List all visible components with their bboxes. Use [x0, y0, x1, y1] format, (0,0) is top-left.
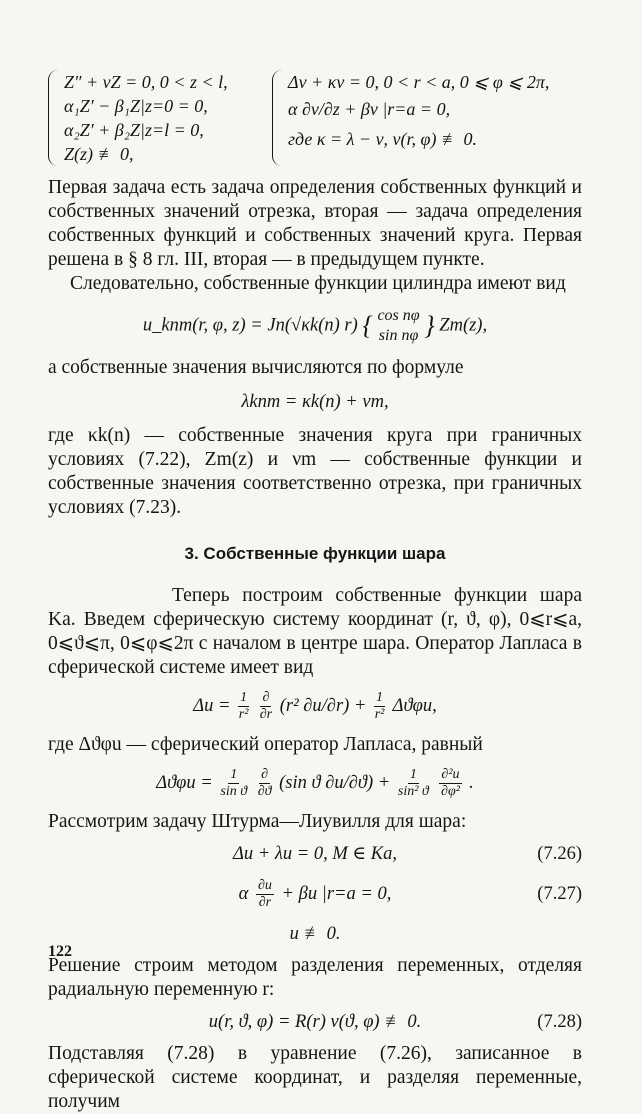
paragraph: Решение строим методом разделения переменных, отделяя радиальную переменную r:: [48, 955, 582, 1000]
equation-number: (7.28): [537, 1012, 582, 1032]
fraction: [374, 690, 385, 723]
numerator: ∂: [261, 767, 269, 782]
segment-problem-system: [48, 70, 253, 166]
paragraph: Теперь построим собственные функции шара Ka. Введем сферическую систему координат (r, ϑ, φ), 0⩽r⩽a, 0⩽ϑ⩽π, 0⩽φ⩽2π с началом в центре шара. Оператор Лапласа в сферической системе имеет вид: [48, 585, 582, 678]
formula-part: cos nφ: [377, 307, 420, 324]
denominator: sin ϑ: [220, 784, 248, 799]
fraction: [256, 878, 274, 911]
left-brace: [272, 70, 282, 166]
system-line: где κ = λ − ν, v(r, φ) ≢ 0.: [288, 129, 477, 149]
denominator: ∂ϑ: [257, 784, 272, 799]
formula-part: Δϑφu =: [156, 772, 213, 793]
boundary-problems-systems: [48, 70, 582, 166]
denominator: sin² ϑ: [397, 784, 429, 799]
formula-part: sin nφ: [378, 327, 419, 344]
equation-body: u(r, ϑ, φ) = R(r) v(ϑ, φ) ≢ 0.: [208, 1012, 422, 1032]
equation-number: (7.26): [537, 844, 582, 864]
formula-part: (sin ϑ ∂u/∂ϑ) +: [279, 772, 391, 793]
fraction: [398, 767, 429, 800]
cylinder-eigenfunction-formula: [48, 306, 582, 346]
formula-part: Zm(z),: [439, 315, 488, 336]
equation-7-26: [48, 842, 582, 866]
system-line: α₂Z′ + β₂Z|z=l = 0,: [64, 120, 204, 140]
page-number: 122: [48, 943, 72, 960]
system-line: α ∂v/∂z + βv |r=a = 0,: [288, 99, 451, 119]
system-line: α₁Z′ − β₁Z|z=0 = 0,: [64, 96, 208, 116]
denominator: r²: [238, 707, 249, 722]
formula-part: .: [469, 772, 474, 793]
system-line: Z″ + νZ = 0, 0 < z < l,: [64, 72, 228, 92]
system-line: Z(z) ≢ 0,: [64, 144, 134, 164]
formula-part: Δu =: [193, 695, 231, 716]
formula-part: α: [238, 884, 249, 904]
spherical-laplace-formula: [48, 767, 582, 800]
equation-number: (7.27): [537, 884, 582, 904]
section-heading: 3. Собственные функции шара: [184, 544, 446, 563]
numerator: 1: [376, 690, 384, 705]
denominator: ∂φ²: [441, 784, 460, 799]
formula-part: + βu |r=a = 0,: [281, 884, 392, 904]
fraction: [260, 690, 272, 723]
paragraph: где κk(n) — собственные значения круга при граничных условиях (7.22), Zm(z) и νm — собственные функции и собственные значения соответственно отрезка, при граничных условиях (7.23).: [48, 425, 582, 518]
curly-brace: {: [362, 311, 373, 340]
numerator: 1: [230, 767, 238, 782]
fraction: [439, 767, 461, 800]
eigenvalue-formula: λknm = κk(n) + νm,: [241, 392, 389, 412]
equation-body: Δu + λu = 0, M ∈ Ka,: [233, 844, 397, 864]
circle-problem-system: [272, 70, 582, 166]
formula-part: u_knm(r, φ, z) = Jn(√κk(n) r): [142, 315, 358, 336]
left-brace: [48, 70, 58, 166]
formula-part: Δϑφu,: [392, 695, 437, 716]
paragraph: Первая задача есть задача определения собственных функций и собственных значений отрезка, вторая — задача определения собственных функций и собственных значений круга. Первая решена в § 8 гл. III, вторая — в предыдущем пункте.: [48, 177, 582, 270]
fraction: [258, 767, 272, 800]
nonzero-condition: u ≢ 0.: [289, 924, 341, 944]
paragraph: Следовательно, собственные функции цилиндра имеют вид: [70, 273, 566, 294]
numerator: 1: [240, 690, 248, 705]
paragraph: где Δϑφu — сферический оператор Лапласа, равный: [48, 734, 483, 755]
paragraph: а собственные значения вычисляются по формуле: [48, 357, 464, 378]
denominator: ∂r: [259, 707, 273, 722]
numerator: ∂u: [257, 878, 272, 894]
denominator: ∂r: [258, 895, 272, 911]
system-line: Δv + κv = 0, 0 < r < a, 0 ⩽ φ ⩽ 2π,: [288, 72, 550, 92]
equation-7-27: [48, 874, 582, 914]
paragraph: Рассмотрим задачу Штурма—Лиувилля для шара:: [48, 811, 467, 832]
formula-part: (r² ∂u/∂r) +: [279, 695, 367, 716]
fraction: [220, 767, 247, 800]
equation-7-28: [48, 1010, 582, 1034]
fraction: [238, 690, 249, 723]
numerator: ∂²u: [441, 767, 460, 782]
curly-brace: }: [424, 311, 435, 340]
numerator: 1: [409, 767, 417, 782]
denominator: r²: [374, 707, 385, 722]
paragraph: Подставляя (7.28) в уравнение (7.26), записанное в сферической системе координат, и разделяя переменные, получим: [48, 1043, 582, 1112]
laplace-operator-formula: [48, 690, 582, 723]
numerator: ∂: [262, 690, 270, 705]
